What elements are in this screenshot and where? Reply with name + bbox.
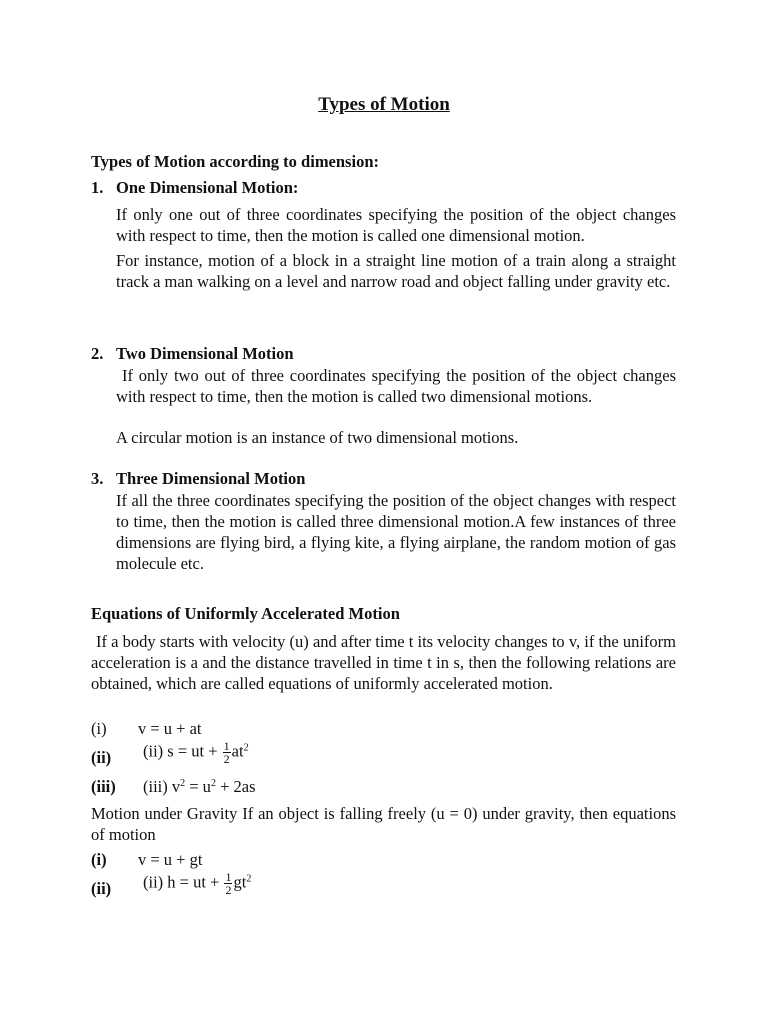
gravity-equation-1: v = u + gt [138, 850, 203, 869]
gravity-equation-label-1: (i) [91, 850, 107, 869]
equation-3 [143, 777, 256, 797]
item-number-1: 1. [91, 178, 104, 197]
section-heading-dimensions: Types of Motion according to dimension: [91, 152, 379, 171]
paragraph-three-dimensional-definition: If all the three coordinates specifying the position of the object changes with respect to time, then the motion is called three dimensional motion.A few instances of three dimensions are flying bird, a flying kite, a flying airplane, the random motion of gas molecule etc. [116, 491, 676, 573]
fraction-one-half [224, 871, 232, 896]
paragraph-one-dimensional-definition: If only one out of three coordinates specifying the position of the object changes with respect to time, then the motion is called one dimensional motion. [116, 205, 676, 245]
equation-2-suffix: at [231, 741, 244, 761]
paragraph-two-dimensional-definition: If only two out of three coordinates specifying the position of the object changes with respect to time, then the motion is called two dimensional motions. [116, 366, 676, 406]
equation-2 [143, 740, 249, 765]
equation-label-3: (iii) [91, 777, 116, 796]
equation-1: v = u + at [138, 719, 202, 738]
gravity-equation-2 [143, 871, 251, 896]
page-title: Types of Motion [318, 94, 450, 115]
paragraph-equations-intro: If a body starts with velocity (u) and after time t its velocity changes to v, if the uniform acceleration is a and the distance travelled in time t in s, then the following relations are obtained, which are called equations of uniformly accelerated motion. [91, 632, 676, 693]
equation-3-exponent-1: 2 [180, 778, 186, 789]
gravity-equation-2-prefix: (ii) h = ut + [143, 872, 220, 892]
equation-2-exponent: 2 [243, 742, 249, 754]
item-number-3: 3. [91, 469, 104, 488]
equation-label-2: (ii) [91, 748, 112, 767]
equation-3-prefix: (iii) v [143, 777, 181, 796]
equation-label-1: (i) [91, 719, 107, 738]
item-heading-two-dimensional: Two Dimensional Motion [116, 344, 294, 363]
fraction-denominator: 2 [225, 883, 232, 897]
fraction-denominator: 2 [223, 752, 230, 766]
gravity-equation-2-exponent: 2 [246, 873, 252, 885]
paragraph-two-dimensional-example: A circular motion is an instance of two dimensional motions. [116, 428, 519, 447]
fraction-one-half [223, 740, 231, 765]
section-heading-equations: Equations of Uniformly Accelerated Motion [91, 604, 400, 623]
fraction-numerator: 1 [225, 870, 232, 884]
item-heading-three-dimensional: Three Dimensional Motion [116, 469, 306, 488]
fraction-numerator: 1 [223, 739, 230, 753]
equation-3-exponent-2: 2 [210, 778, 216, 789]
equation-3-mid: = u [185, 777, 211, 796]
item-heading-one-dimensional: One Dimensional Motion: [116, 178, 299, 197]
gravity-equation-label-2: (ii) [91, 879, 112, 898]
paragraph-one-dimensional-examples: For instance, motion of a block in a straight line motion of a train along a straight track a man walking on a level and narrow road and object falling under gravity etc. [116, 251, 676, 291]
equation-2-prefix: (ii) s = ut + [143, 741, 218, 761]
paragraph-motion-under-gravity: Motion under Gravity If an object is falling freely (u = 0) under gravity, then equations of motion [91, 804, 676, 844]
equation-3-suffix: + 2as [215, 777, 256, 796]
gravity-equation-2-suffix: gt [233, 872, 247, 892]
item-number-2: 2. [91, 344, 104, 363]
